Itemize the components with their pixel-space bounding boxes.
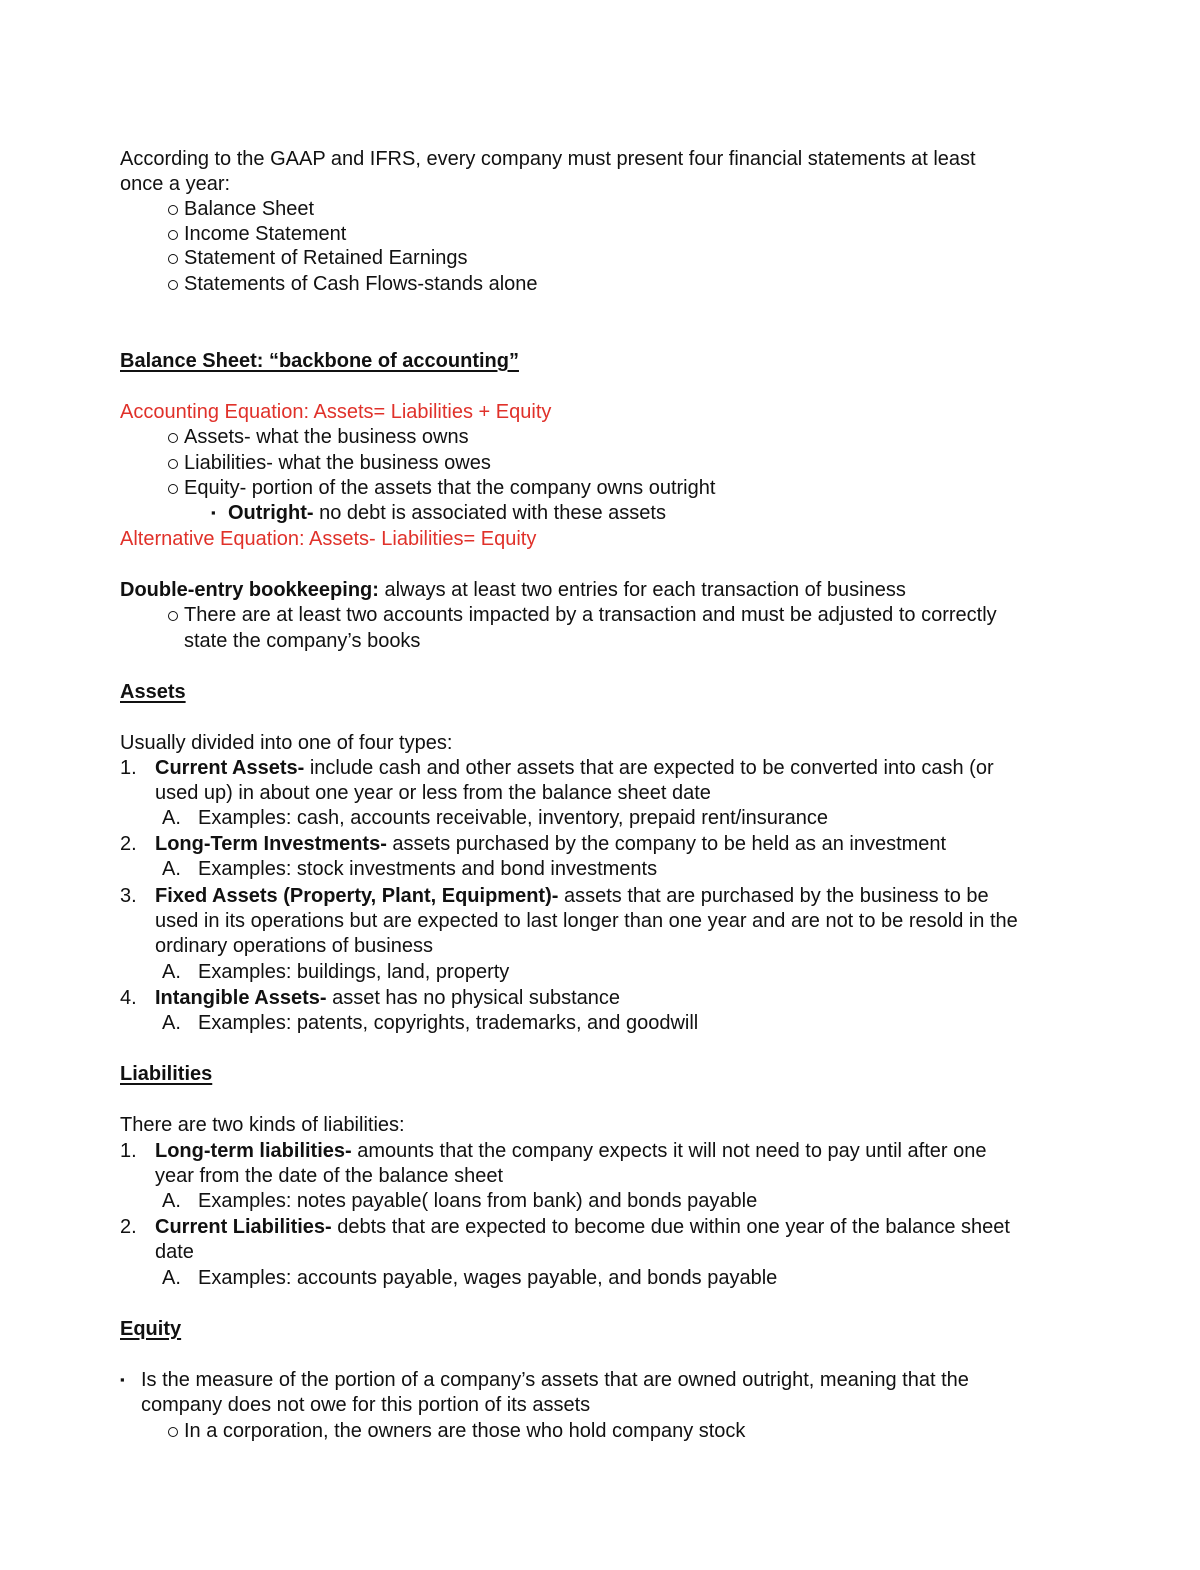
liabilities-intro: There are two kinds of liabilities: — [120, 1114, 405, 1136]
list-number: 2. — [120, 833, 137, 855]
list-number: 2. — [120, 1216, 137, 1238]
asset-example: Examples: buildings, land, property — [198, 961, 510, 983]
circle-bullet-icon — [168, 246, 178, 270]
asset-text-cont: used up) in about one year or less from the balance sheet date — [155, 782, 711, 804]
asset-text-cont: used in its operations but are expected to last longer than one year and are not to be resold in the — [155, 910, 1018, 932]
liability-example: Examples: accounts payable, wages payable, and bonds payable — [198, 1267, 778, 1289]
liability-text-cont: year from the date of the balance sheet — [155, 1165, 503, 1187]
double-entry-term: Double-entry bookkeeping: — [120, 579, 379, 601]
liability-item-current — [155, 1215, 1010, 1239]
asset-example: Examples: stock investments and bond investments — [198, 858, 658, 880]
example-letter: A. — [162, 1267, 181, 1289]
asset-item-current — [155, 756, 994, 780]
example-letter: A. — [162, 961, 181, 983]
example-letter: A. — [162, 858, 181, 880]
statement-item: Income Statement — [184, 223, 347, 245]
square-bullet-icon: ▪ — [120, 1372, 125, 1387]
liability-term: Current Liabilities- — [155, 1216, 332, 1238]
outright-text: no debt is associated with these assets — [313, 502, 666, 524]
liability-text-cont: date — [155, 1241, 194, 1263]
circle-bullet-icon — [168, 222, 178, 246]
double-entry-text: always at least two entries for each transaction of business — [378, 579, 906, 601]
equation-item: Equity- portion of the assets that the company owns outright — [184, 477, 716, 499]
asset-term: Current Assets- — [155, 757, 305, 779]
equity-heading: Equity — [120, 1318, 182, 1340]
example-letter: A. — [162, 1190, 181, 1212]
balance-sheet-heading: Balance Sheet: “backbone of accounting” — [120, 350, 519, 372]
asset-term: Fixed Assets (Property, Plant, Equipment)- — [155, 885, 559, 907]
asset-item-intangible — [155, 986, 620, 1010]
asset-term: Intangible Assets- — [155, 987, 327, 1009]
liability-example: Examples: notes payable( loans from bank) and bonds payable — [198, 1190, 758, 1212]
double-entry-definition — [120, 578, 906, 602]
liability-item-long-term — [155, 1139, 987, 1163]
statement-item: Statement of Retained Earnings — [184, 247, 468, 269]
liability-term: Long-term liabilities- — [155, 1140, 352, 1162]
intro-line-1: According to the GAAP and IFRS, every company must present four financial statements at least — [120, 148, 976, 170]
asset-example: Examples: cash, accounts receivable, inventory, prepaid rent/insurance — [198, 807, 828, 829]
liabilities-heading: Liabilities — [120, 1063, 213, 1085]
assets-intro: Usually divided into one of four types: — [120, 732, 453, 754]
asset-text: assets purchased by the company to be held as an investment — [386, 833, 947, 855]
circle-bullet-icon — [168, 603, 178, 627]
list-number: 1. — [120, 1140, 137, 1162]
asset-example: Examples: patents, copyrights, trademarks, and goodwill — [198, 1012, 699, 1034]
outright-term: Outright- — [228, 502, 314, 524]
equity-bullet-line-1: Is the measure of the portion of a company’s assets that are owned outright, meaning that the — [141, 1369, 969, 1391]
list-number: 4. — [120, 987, 137, 1009]
double-entry-sub-line-1: There are at least two accounts impacted by a transaction and must be adjusted to correctly — [184, 604, 997, 626]
asset-text: include cash and other assets that are expected to be converted into cash (or — [304, 757, 994, 779]
asset-item-fixed — [155, 884, 989, 908]
asset-text-cont: ordinary operations of business — [155, 935, 433, 957]
asset-term: Long-Term Investments- — [155, 833, 387, 855]
accounting-equation: Accounting Equation: Assets= Liabilities + Equity — [120, 401, 552, 423]
square-bullet-icon: ▪ — [211, 505, 216, 520]
circle-bullet-icon — [168, 1419, 178, 1443]
list-number: 1. — [120, 757, 137, 779]
alternative-equation: Alternative Equation: Assets- Liabilities= Equity — [120, 528, 537, 550]
asset-item-long-term-investments — [155, 832, 946, 856]
equity-bullet-line-2: company does not owe for this portion of its assets — [141, 1394, 591, 1416]
assets-heading: Assets — [120, 681, 186, 703]
example-letter: A. — [162, 807, 181, 829]
list-number: 3. — [120, 885, 137, 907]
intro-line-2: once a year: — [120, 173, 231, 195]
outright-definition — [228, 501, 666, 525]
circle-bullet-icon — [168, 272, 178, 296]
circle-bullet-icon — [168, 425, 178, 449]
statement-item: Balance Sheet — [184, 198, 315, 220]
circle-bullet-icon — [168, 197, 178, 221]
equation-item: Liabilities- what the business owes — [184, 452, 491, 474]
double-entry-sub-line-2: state the company’s books — [184, 630, 421, 652]
circle-bullet-icon — [168, 451, 178, 475]
asset-text: asset has no physical substance — [326, 987, 621, 1009]
equation-item: Assets- what the business owns — [184, 426, 469, 448]
example-letter: A. — [162, 1012, 181, 1034]
equity-sub-item: In a corporation, the owners are those who hold company stock — [184, 1420, 746, 1442]
liability-text: amounts that the company expects it will not need to pay until after one — [351, 1140, 987, 1162]
statement-item: Statements of Cash Flows-stands alone — [184, 273, 538, 295]
liability-text: debts that are expected to become due within one year of the balance sheet — [331, 1216, 1010, 1238]
asset-text: assets that are purchased by the business to be — [558, 885, 989, 907]
circle-bullet-icon — [168, 476, 178, 500]
